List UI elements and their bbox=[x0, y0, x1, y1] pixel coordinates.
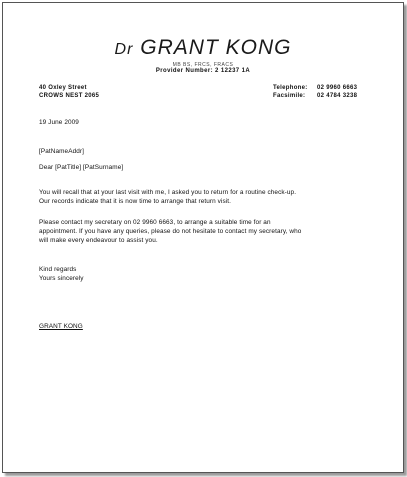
salutation: Dear [PatTitle] [PatSurname] bbox=[39, 164, 124, 171]
closing-line-1: Kind regards bbox=[39, 266, 77, 273]
telephone-label: Telephone: bbox=[273, 85, 308, 91]
facsimile-value: 02 4784 3238 bbox=[317, 93, 358, 99]
letter-frame bbox=[2, 2, 404, 473]
title-prefix: Dr bbox=[114, 41, 134, 58]
address-line-1: 40 Oxley Street bbox=[39, 85, 87, 91]
paragraph-1-line-1: You will recall that at your last visit with me, I asked you to return for a routine check-up. bbox=[39, 189, 297, 196]
title-name: GRANT KONG bbox=[140, 36, 292, 59]
letter-page bbox=[3, 3, 403, 472]
paragraph-2-line-2: appointment. If you have any queries, please do not hesitate to contact my secretary, who bbox=[39, 228, 302, 235]
closing-line-2: Yours sincerely bbox=[39, 275, 84, 282]
provider-number: Provider Number: 2 12237 1A bbox=[155, 68, 251, 74]
telephone-value: 02 9960 6663 bbox=[317, 85, 358, 91]
recipient-address: [PatNameAddr] bbox=[39, 148, 84, 155]
letterhead-title bbox=[3, 36, 403, 60]
signature-name: GRANT KONG bbox=[39, 323, 83, 330]
qualifications: MB BS, FRCS, FRACS bbox=[172, 62, 234, 68]
paragraph-1-line-2: Our records indicate that it is now time to arrange that return visit. bbox=[39, 198, 232, 205]
facsimile-label: Facsimile: bbox=[273, 93, 306, 99]
address-line-2: CROWS NEST 2065 bbox=[39, 93, 100, 99]
paragraph-2-line-3: will make every endeavour to assist you. bbox=[39, 237, 158, 244]
paragraph-2-line-1: Please contact my secretary on 02 9960 6663, to arrange a suitable time for an bbox=[39, 219, 271, 226]
letter-date: 19 June 2009 bbox=[39, 119, 79, 126]
